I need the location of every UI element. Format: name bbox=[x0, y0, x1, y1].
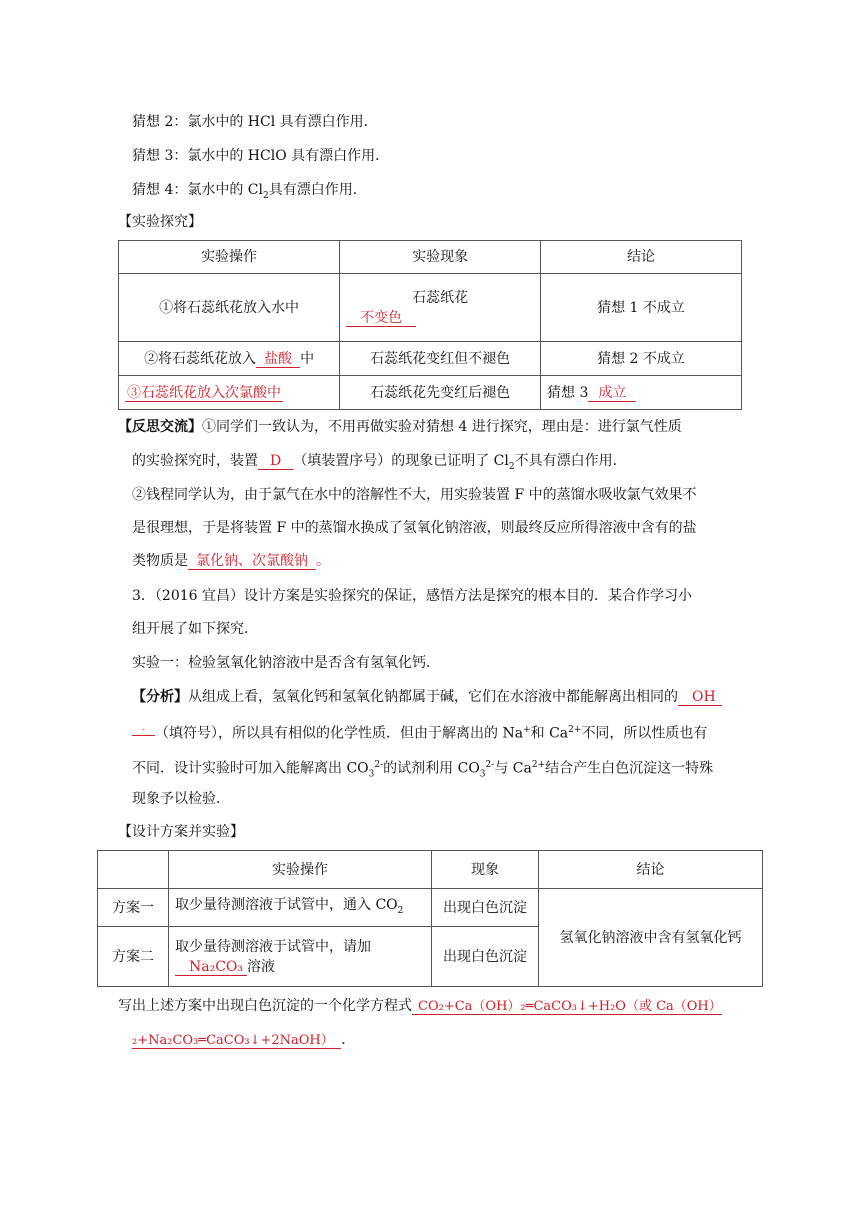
table-cell bbox=[340, 274, 541, 342]
experiment-table bbox=[118, 240, 742, 410]
table-header: 现象 bbox=[432, 851, 539, 889]
reflect-line-3: ②钱程同学认为，由于氯气在水中的溶解性不大，用实验装置 F 中的蒸馏水吸收氯气效果不 bbox=[132, 487, 697, 503]
table-header: 实验操作 bbox=[169, 851, 432, 889]
table-header: 结论 bbox=[539, 851, 763, 889]
reflect-line-1: 【反思交流】①同学们一致认为，不用再做实验对猜想 4 进行探究，理由是：进行氯气性质 bbox=[118, 419, 682, 435]
phenomenon-text: 石蕊纸花 bbox=[412, 289, 469, 306]
analysis-line-1: 【分析】从组成上看，氢氧化钙和氢氧化钠都属于碱，它们在水溶液中都能解离出相同的 OH bbox=[132, 687, 722, 707]
table-row bbox=[119, 274, 742, 342]
equation-line-2: ₂+Na₂CO₃═CaCO₃↓+2NaOH） ． bbox=[132, 1032, 356, 1048]
table-cell: 方案二 bbox=[98, 927, 169, 987]
table-header bbox=[98, 851, 169, 889]
answer-blank: OH bbox=[678, 689, 722, 706]
table-cell: 石蕊纸花先变红后褪色 bbox=[340, 376, 541, 410]
analysis-line-2: - （填符号），所以具有相似的化学性质．但由于解离出的 Na+和 $Ca^{2+}$不同，所以性质也有 bbox=[132, 720, 707, 744]
table-header: 实验操作 bbox=[119, 241, 340, 274]
answer-blank: CO₂+Ca（OH）₂═CaCO₃↓+H₂O（或 Ca（OH） bbox=[412, 999, 722, 1015]
table-header: 实验现象 bbox=[340, 241, 541, 274]
table-cell: ①将石蕊纸花放入水中 bbox=[119, 274, 340, 342]
table-cell: 猜想 2 不成立 bbox=[541, 342, 742, 376]
table-cell: 取少量待测溶液于试管中，请加 Na₂CO₃ 溶液 bbox=[169, 927, 432, 987]
table-cell: 出现白色沉淀 bbox=[432, 889, 539, 927]
table-row bbox=[98, 889, 763, 927]
analysis-line-3: 不同．设计实验时可加入能解离出 $CO_3^{2-}$的试剂利用 $CO_3^{2-}$与 $Ca^{2+}$结合产生白色沉淀这一特殊 bbox=[132, 760, 714, 780]
table-cell: 猜想 1 不成立 bbox=[541, 274, 742, 342]
answer-blank: 氯化钠、次氯酸钠 bbox=[188, 553, 316, 570]
table-cell: ②将石蕊纸花放入 盐酸 中 bbox=[119, 342, 340, 376]
answer-blank: ③石蕊纸花放入次氯酸中 bbox=[127, 384, 281, 401]
analysis-line-4: 现象予以检验． bbox=[132, 791, 230, 807]
answer-blank: D bbox=[258, 453, 293, 470]
table-header: 结论 bbox=[541, 241, 742, 274]
table-cell: 氢氧化钠溶液中含有氢氧化钙 bbox=[539, 889, 763, 987]
table-row bbox=[119, 376, 742, 410]
experiment-one: 实验一：检验氢氧化钠溶液中是否含有氢氧化钙． bbox=[132, 655, 440, 671]
reflect-line-4: 是很理想，于是将装置 F 中的蒸馏水换成了氢氧化钠溶液，则最终反应所得溶液中含有的盐 bbox=[132, 520, 697, 536]
reflect-line-5: 类物质是 氯化钠、次氯酸钠 。 bbox=[132, 553, 330, 569]
reflect-line-2: 的实验探究时，装置 D （填装置序号）的现象已证明了 $Cl_2$不具有漂白作用． bbox=[132, 453, 627, 472]
equation-line-1: 写出上述方案中出现白色沉淀的一个化学方程式 CO₂+Ca（OH）₂═CaCO₃↓+H₂O（或 Ca（OH） bbox=[118, 998, 722, 1014]
table-cell: 出现白色沉淀 bbox=[432, 927, 539, 987]
table-row bbox=[119, 342, 742, 376]
answer-blank: Na₂CO₃ bbox=[175, 959, 247, 976]
conjecture-4: 猜想 4：氯水中的 $Cl_2$具有漂白作用． bbox=[132, 182, 367, 201]
question-3-line-1: 3．（2016 宜昌）设计方案是实验探究的保证，感悟方法是探究的根本目的．某合作学习小 bbox=[132, 588, 692, 604]
conjecture-3: 猜想 3：氯水中的 HClO 具有漂白作用． bbox=[132, 148, 390, 164]
question-3-line-2: 组开展了如下探究． bbox=[132, 621, 258, 637]
section-heading-experiment: 【实验探究】 bbox=[118, 214, 202, 230]
table-cell: 石蕊纸花变红但不褪色 bbox=[340, 342, 541, 376]
design-table bbox=[97, 850, 763, 987]
conjecture-2: 猜想 2：氯水中的 HCl 具有漂白作用． bbox=[132, 114, 378, 130]
answer-blank: 不变色 bbox=[346, 310, 416, 327]
table-cell: 猜想 3 成立 bbox=[541, 376, 742, 410]
design-heading: 【设计方案并实验】 bbox=[118, 824, 244, 840]
answer-blank: 成立 bbox=[588, 385, 636, 402]
table-cell: 取少量待测溶液于试管中，通入 $CO_2$ bbox=[169, 889, 432, 927]
answer-blank: ₂+Na₂CO₃═CaCO₃↓+2NaOH） bbox=[132, 1033, 341, 1049]
answer-blank: 盐酸 bbox=[256, 351, 300, 368]
table-cell bbox=[119, 376, 340, 410]
table-cell: 方案一 bbox=[98, 889, 169, 927]
